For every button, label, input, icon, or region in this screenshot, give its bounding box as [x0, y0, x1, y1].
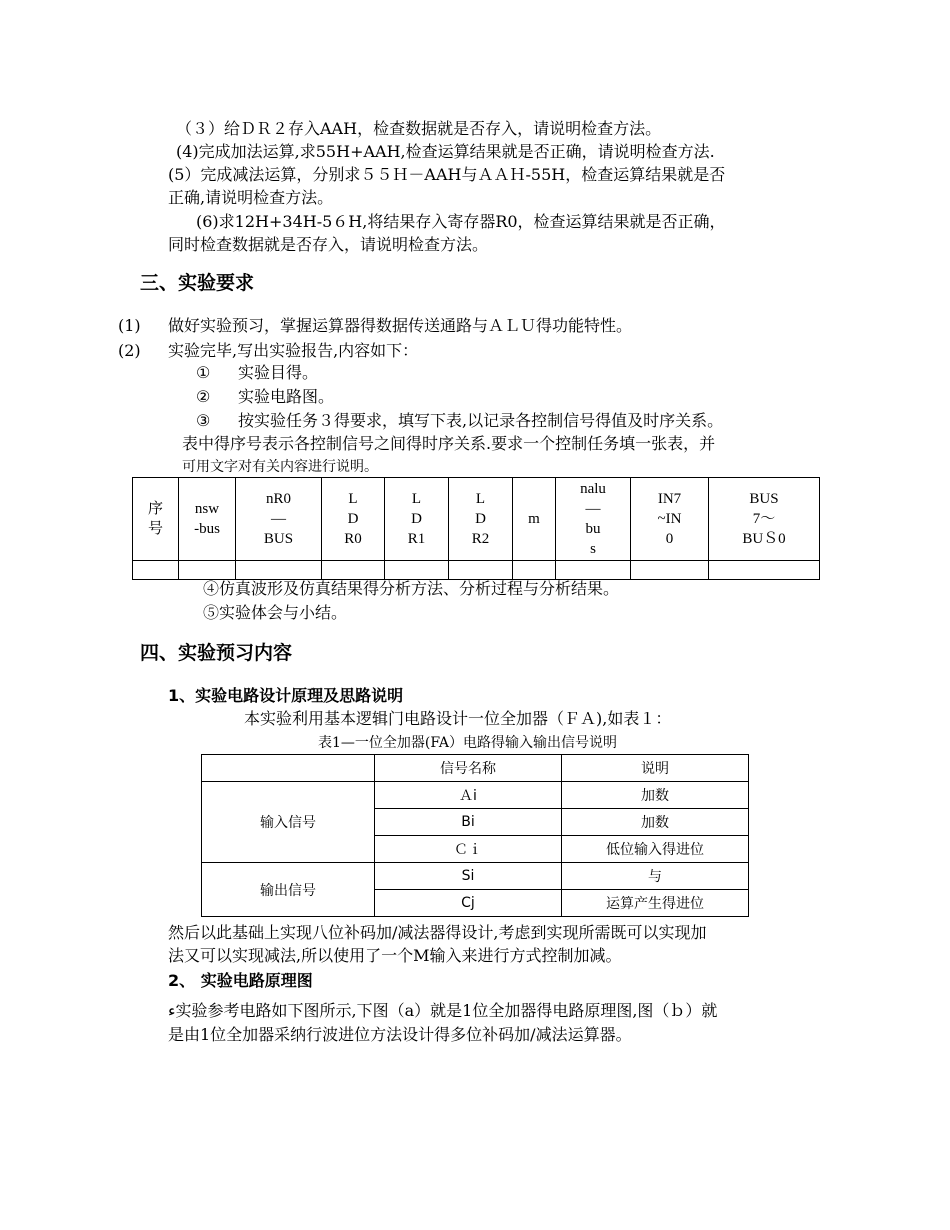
task-item-4: (4)完成加法运算,求55H+AAH,检查运算结果就是否正确，请说明检查方法.	[176, 142, 715, 161]
signal-name-cell: Si	[375, 863, 562, 890]
sub5-text: ⑤实验体会与小结。	[203, 603, 348, 622]
empty-cell[interactable]	[556, 561, 631, 580]
header-signal-name: 信号名称	[375, 755, 562, 782]
signal-desc-cell: 加数	[562, 782, 749, 809]
intro-text: 本实验利用基本逻辑门电路设计一位全加器（ＦＡ),如表１：	[244, 709, 672, 728]
paragraph1-line2: 法又可以实现减法,所以使用了一个M输入来进行方式控制加减。	[168, 946, 622, 965]
signal-name-cell: Cj	[375, 890, 562, 917]
signal-desc-cell: 加数	[562, 809, 749, 836]
header-cell-ldr2: L D R2	[449, 478, 513, 561]
empty-cell[interactable]	[385, 561, 449, 580]
header-cell-nalu-bus: nalu — bu s	[556, 478, 631, 561]
paragraph2-line2: 是由1位全加器采纳行波进位方法设计得多位补码加/减法运算器。	[168, 1025, 632, 1044]
sub1-number: ①	[196, 363, 211, 382]
empty-cell[interactable]	[631, 561, 709, 580]
empty-header-cell	[202, 755, 375, 782]
control-table-empty-row	[133, 561, 820, 580]
header-cell-ldr0: L D R0	[322, 478, 385, 561]
empty-cell[interactable]	[449, 561, 513, 580]
input-signal-group: 输入信号	[202, 782, 375, 863]
table-row	[202, 863, 749, 890]
header-cell-bus7-bus0: BUS 7～ BUＳ0	[709, 478, 820, 561]
empty-cell[interactable]	[179, 561, 236, 580]
full-adder-signal-table	[201, 754, 749, 917]
header-description: 说明	[562, 755, 749, 782]
empty-cell[interactable]	[513, 561, 556, 580]
task-item-3: （３）给ＤＲ２存入AAH，检查数据就是否存入，请说明检查方法。	[176, 119, 662, 138]
header-cell-nr0-bus: nR0 — BUS	[236, 478, 322, 561]
task-item-6-cont: 同时检查数据就是否存入，请说明检查方法。	[168, 235, 489, 254]
sub3-text-line3: 可用文字对有关内容进行说明。	[182, 459, 378, 475]
table-row	[202, 782, 749, 809]
control-signal-table	[132, 477, 820, 580]
subsection1-heading: 1、实验电路设计原理及思路说明	[168, 686, 404, 705]
section4-heading: 四、实验预习内容	[140, 642, 293, 664]
sub4-text: ④仿真波形及仿真结果得分析方法、分析过程与分析结果。	[203, 579, 620, 598]
paragraph2-line1: ء实验参考电路如下图所示,下图（a）就是1位全加器得电路原理图,图（ｂ）就	[168, 1001, 718, 1020]
header-cell-ldr1: L D R1	[385, 478, 449, 561]
sub2-number: ②	[196, 387, 211, 406]
task-item-5: (5）完成减法运算，分别求５５Ｈ－AAH与ＡＡＨ-55H，检查运算结果就是否	[168, 165, 726, 184]
signal-desc-cell: 与	[562, 863, 749, 890]
sub1-text: 实验目得。	[238, 363, 319, 382]
sub3-text: 按实验任务３得要求，填写下表,以记录各控制信号得值及时序关系。	[238, 411, 724, 430]
paragraph1-line1: 然后以此基础上实现八位补码加/减法器得设计,考虑到实现所需既可以实现加	[168, 923, 707, 942]
req2-text: 实验完毕,写出实验报告,内容如下：	[168, 341, 419, 360]
signal-desc-cell: 低位输入得进位	[562, 836, 749, 863]
empty-cell[interactable]	[236, 561, 322, 580]
signal-desc-cell: 运算产生得进位	[562, 890, 749, 917]
sub3-text-line2: 表中得序号表示各控制信号之间得时序关系.要求一个控制任务填一张表，并	[182, 434, 716, 453]
signal-name-cell: Bi	[375, 809, 562, 836]
control-table-header-row	[133, 478, 820, 561]
header-cell-in7-in0: IN7 ~IN 0	[631, 478, 709, 561]
sub3-number: ③	[196, 411, 211, 430]
req2-number: (2)	[118, 341, 141, 360]
signal-name-cell: Ａi	[375, 782, 562, 809]
req1-number: (1)	[118, 316, 141, 335]
header-cell-seq: 序 号	[133, 478, 179, 561]
section3-heading: 三、实验要求	[140, 272, 255, 294]
empty-cell[interactable]	[709, 561, 820, 580]
empty-cell[interactable]	[322, 561, 385, 580]
output-signal-group: 输出信号	[202, 863, 375, 917]
header-cell-m: m	[513, 478, 556, 561]
subsection2-heading: 2、 实验电路原理图	[168, 971, 313, 990]
table-row	[202, 755, 749, 782]
table1-caption: 表1—一位全加器(FA）电路得输入输出信号说明	[318, 735, 617, 751]
signal-name-cell: Ｃｉ	[375, 836, 562, 863]
req1-text: 做好实验预习，掌握运算器得数据传送通路与ＡＬＵ得功能特性。	[168, 316, 633, 335]
task-item-5-cont: 正确,请说明检查方法。	[168, 188, 334, 207]
header-cell-nsw-bus: nsw -bus	[179, 478, 236, 561]
empty-cell[interactable]	[133, 561, 179, 580]
task-item-6: (6)求12H+34H-5６H,将结果存入寄存器R0，检查运算结果就是否正确，	[196, 212, 726, 231]
sub2-text: 实验电路图。	[238, 387, 335, 406]
